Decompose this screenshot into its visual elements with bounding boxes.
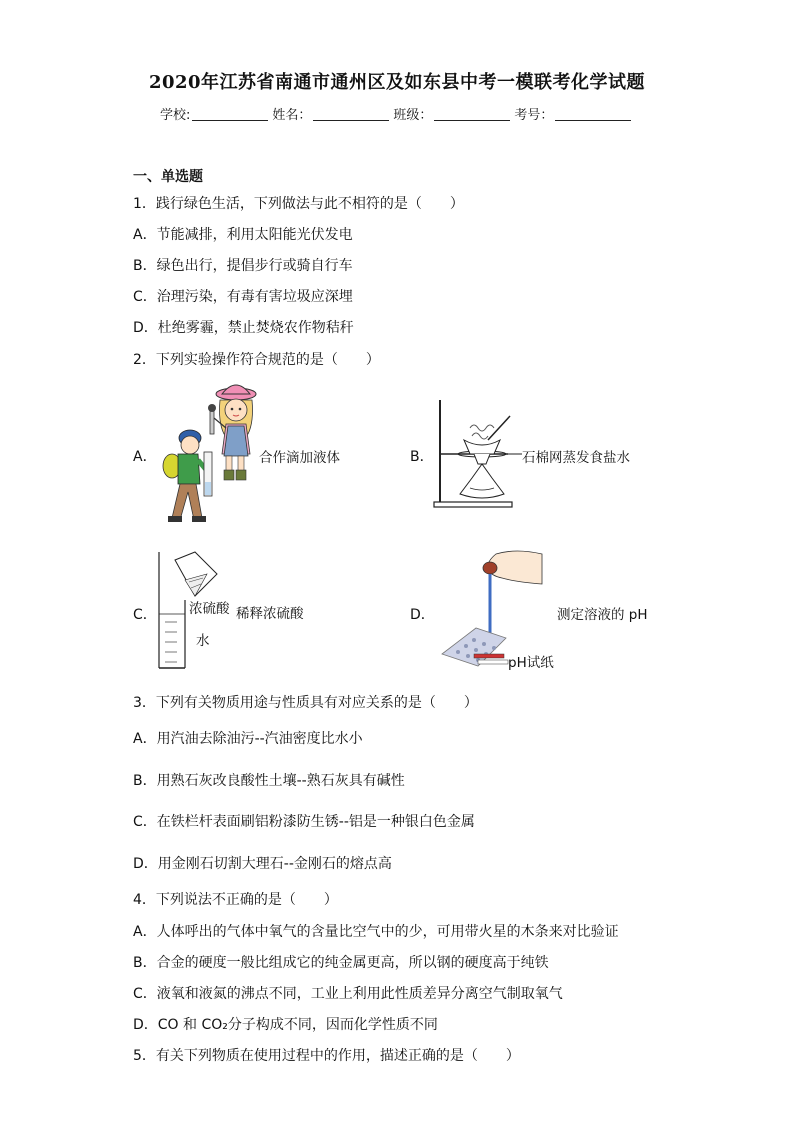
school-blank <box>192 108 268 121</box>
option-b-caption: 石棉网蒸发食盐水 <box>522 450 630 466</box>
question-2-stem: 2．下列实验操作符合规范的是（ ） <box>133 352 380 368</box>
question-4-option-b: B．合金的硬度一般比组成它的纯金属更高，所以钢的硬度高于纯铁 <box>133 955 549 971</box>
option-c-caption: 稀释浓硫酸 <box>236 606 304 622</box>
concentrated-acid-label: 浓硫酸 <box>189 601 230 617</box>
question-1-option-d: D．杜绝雾霾，禁止焚烧农作物秸秆 <box>133 320 354 336</box>
question-2-option-d: D． <box>410 607 435 623</box>
name-blank <box>313 108 389 121</box>
water-label: 水 <box>196 633 210 649</box>
ph-paper-label: pH试纸 <box>508 655 554 671</box>
question-5-stem: 5．有关下列物质在使用过程中的作用，描述正确的是（ ） <box>133 1048 520 1064</box>
question-4-option-d: D．CO 和 CO₂分子构成不同，因而化学性质不同 <box>133 1017 438 1033</box>
name-label: 姓名： <box>272 108 312 123</box>
cooperative-dropping-illustration <box>158 382 258 528</box>
question-1-stem: 1．践行绿色生活，下列做法与此不相符的是（ ） <box>133 196 464 212</box>
question-3-option-d: D．用金刚石切割大理石--金刚石的熔点高 <box>133 856 392 872</box>
question-4-option-a: A．人体呼出的气体中氧气的含量比空气中的少，可用带火星的木条来对比验证 <box>133 924 619 940</box>
section-heading: 一、单选题 <box>133 169 203 185</box>
question-2-option-c: C． <box>133 607 157 623</box>
class-label: 班级： <box>393 108 433 123</box>
question-2-option-a: A． <box>133 449 157 465</box>
question-3-option-a: A．用汽油去除油污--汽油密度比水小 <box>133 731 363 747</box>
question-3-stem: 3．下列有关物质用途与性质具有对应关系的是（ ） <box>133 695 478 711</box>
question-2-option-b: B． <box>410 449 434 465</box>
page-title: 2020年江苏省南通市通州区及如东县中考一模联考化学试题 <box>148 72 646 93</box>
question-3-option-c: C．在铁栏杆表面刷铝粉漆防生锈--铝是一种银白色金属 <box>133 814 475 830</box>
question-1-option-b: B．绿色出行，提倡步行或骑自行车 <box>133 258 353 274</box>
exam-no-blank <box>555 108 631 121</box>
student-info-line <box>160 104 635 123</box>
question-3-option-b: B．用熟石灰改良酸性土壤--熟石灰具有碱性 <box>133 773 405 789</box>
question-4-stem: 4．下列说法不正确的是（ ） <box>133 892 338 908</box>
option-a-caption: 合作滴加液体 <box>259 450 340 466</box>
option-d-caption: 测定溶液的 pH <box>557 607 648 623</box>
question-1-option-c: C．治理污染，有毒有害垃圾应深埋 <box>133 289 353 305</box>
question-4-option-c: C．液氧和液氮的沸点不同，工业上利用此性质差异分离空气制取氧气 <box>133 986 563 1002</box>
evaporation-apparatus-illustration <box>430 398 530 508</box>
question-1-option-a: A．节能减排，利用太阳能光伏发电 <box>133 227 353 243</box>
school-label: 学校: <box>160 108 191 123</box>
class-blank <box>434 108 510 121</box>
exam-no-label: 考号： <box>514 108 554 123</box>
